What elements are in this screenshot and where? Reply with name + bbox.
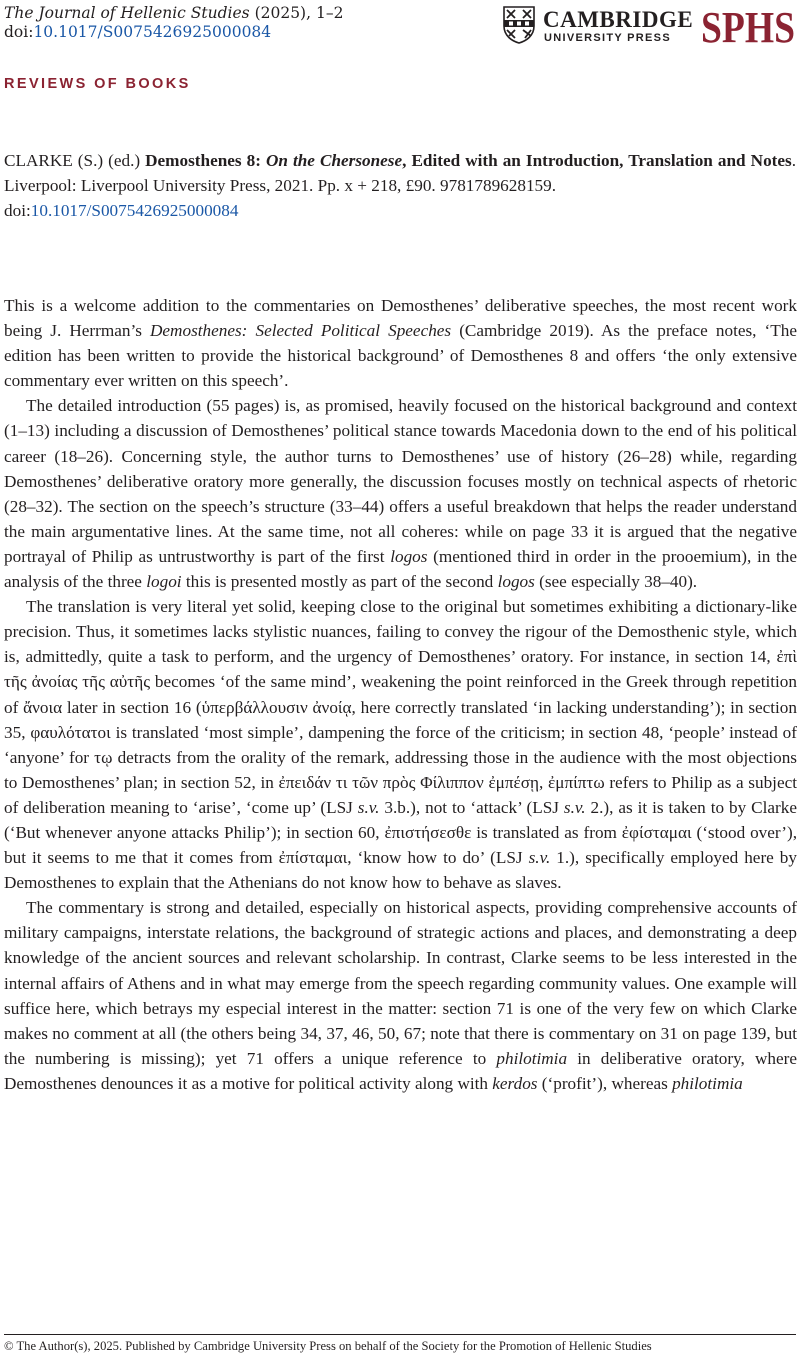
- p4-italic: philotimia: [496, 1048, 568, 1068]
- review-body: [4, 293, 797, 1096]
- p2-text: The detailed introduction (55 pages) is, as promised, heavily focused on the historical background and context (1–13) including a discussion of Demosthenes’ political stance towards Macedonia down to the end of his political career (18–26). Concerning style, the author turns to Demosthenes’ use of history (26–28) while, regarding Demosthenes’ deliberative oratory more generally, the discussion focuses mostly on technical aspects of rhetoric (28–32). The section on the speech’s structure (33–44) offers a useful breakdown that helps the reader understand the main argumentative lines. At the same time, not all coheres: while on page 33 it is argued that the negative portrayal of Philip as untrustworthy is part of the first: [4, 396, 797, 566]
- p3-text: 1.), specifically employed here by Demosthenes to explain that the Athenians do not know how to behave as slaves.: [4, 848, 797, 893]
- p3-italic: s.v.: [528, 848, 551, 868]
- cup-subtitle: UNIVERSITY PRESS: [544, 32, 671, 44]
- journal-title: The Journal of Hellenic Studies: [4, 4, 250, 22]
- p4-italic: kerdos: [492, 1073, 538, 1093]
- p4-text: in deliberative oratory, where Demosthenes denounces it as a motive for political activity along with: [4, 1048, 797, 1093]
- p2-text: (see especially 38–40).: [534, 572, 698, 592]
- journal-citation-line: [4, 4, 343, 23]
- paragraph-2: [4, 393, 797, 594]
- p4-italic: philotimia: [672, 1073, 743, 1093]
- p2-italic: logoi: [146, 572, 182, 592]
- cambridge-university-press-logo: [503, 6, 694, 44]
- p2-italic: logos: [390, 546, 428, 566]
- p2-text: this is presented mostly as part of the second: [181, 572, 498, 592]
- journal-doi-line: [4, 23, 343, 42]
- book-author: CLARKE (S.) (ed.): [4, 151, 146, 170]
- book-citation: [4, 148, 796, 223]
- p3-italic: s.v.: [563, 797, 586, 817]
- book-title-italic: On the Chersonese: [265, 151, 403, 170]
- p1-text: This is a welcome addition to the commentaries on Demosthenes’ deliberative speeches, the most recent work being J. Herrman’s: [4, 296, 797, 341]
- p1-text-end: (Cambridge 2019). As the preface notes, ‘The edition has been written to provide the historical background’ of Demosthenes 8 and offers ‘the only extensive commentary ever written on this speech’.: [4, 321, 798, 391]
- sphs-logo-letters: SPHS: [701, 3, 795, 48]
- p1-italic-title: Demosthenes: Selected Political Speeches: [150, 321, 452, 341]
- p3-text: The translation is very literal yet solid, keeping close to the original but sometimes exhibiting a dictionary-like precision. Thus, it sometimes lacks stylistic nuances, failing to convey the rigour of the Demosthenic style, which is, admittedly, quite a task to perform, and the urgency of Demosthenes’ oratory. For instance, in section 14, ἐπὶ τῆς ἀνοίας τῆς αὐτῆς becomes ‘of the same mind’, weakening the point reinforced in the Greek through repetition of ἄνοια later in section 16 (ὑπερβάλλουσιν ἀνοίᾳ, here correctly translated ‘in lacking understanding’); in section 35, φαυλότατοι is translated ‘most simple’, dampening the force of the criticism; in section 48, ‘people’ instead of ‘anyone’ for τῳ detracts from the orality of the remark, addressing those in the audience with the most objections to Demosthenes’ plan; in section 52, in ἐπειδάν τι τῶν πρὸς Φίλιππον ἐμπέσῃ, ἐμπίπτω refers to Philip as a subject of deliberation meaning to ‘arise’, ‘come up’ (LSJ: [4, 597, 797, 817]
- book-publication-details: . Liverpool: Liverpool University Press, 2021. Pp. x + 218, £90. 9781789628159.: [4, 151, 796, 195]
- doi-link[interactable]: 10.1017/S0075426925000084: [33, 23, 272, 41]
- cup-wordmark: CAMBRIDGE: [543, 7, 694, 32]
- paragraph-4: [4, 895, 797, 1096]
- p4-text: The commentary is strong and detailed, especially on historical aspects, providing comprehensive accounts of military campaigns, interstate relations, the background of strategic actions and places, and demonstrating a deep knowledge of the ancient sources and relevant scholarship. In contrast, Clarke seems to be less interested in the internal affairs of Athens and in what may emerge from the speech regarding community values. One example will suffice here, which betrays my especial interest in the matter: section 71 is one of the very few on which Clarke makes no comment at all (the others being 34, 37, 46, 50, 67; note that there is commentary on 31 on page 139, but the numbering is missing); yet 71 offers a unique reference to: [4, 898, 797, 1068]
- book-title-part: Demosthenes 8:: [145, 151, 266, 170]
- journal-year-pages: (2025), 1–2: [254, 4, 344, 22]
- sphs-society-logo: [701, 2, 797, 48]
- book-title-subtitle: , Edited with an Introduction, Translation and Notes: [402, 151, 792, 170]
- journal-masthead: [4, 4, 343, 42]
- paragraph-3: [4, 594, 797, 895]
- p3-text: 3.b.), not to ‘attack’ (LSJ: [379, 797, 564, 817]
- footer-divider: [4, 1334, 796, 1335]
- p3-text: 2.), as it is taken to by Clarke (‘But whenever anyone attacks Philip’); in section 60, ἐπιστήσεσθε is translated as from ἐφίσταμαι (‘stood over’), but it seems to me that it comes from ἐπίσταμαι, ‘know how to do’ (LSJ: [4, 797, 797, 868]
- p2-text: (mentioned third in order in the prooemium), in the analysis of the three: [4, 546, 797, 592]
- paragraph-1: [4, 293, 797, 393]
- copyright-footer: © The Author(s), 2025. Published by Cambridge University Press on behalf of the Society for the Promotion of Hellenic Studies: [4, 1339, 652, 1353]
- p2-italic: logos: [497, 572, 535, 592]
- cambridge-shield-icon: [503, 6, 535, 44]
- section-heading: REVIEWS OF BOOKS: [4, 76, 191, 92]
- doi-prefix: doi:: [4, 23, 34, 41]
- p3-italic: s.v.: [357, 797, 380, 817]
- p4-text: (‘profit’), whereas: [537, 1073, 673, 1093]
- citation-doi-link[interactable]: 10.1017/S0075426925000084: [30, 201, 239, 220]
- citation-doi-prefix: doi:: [4, 201, 31, 220]
